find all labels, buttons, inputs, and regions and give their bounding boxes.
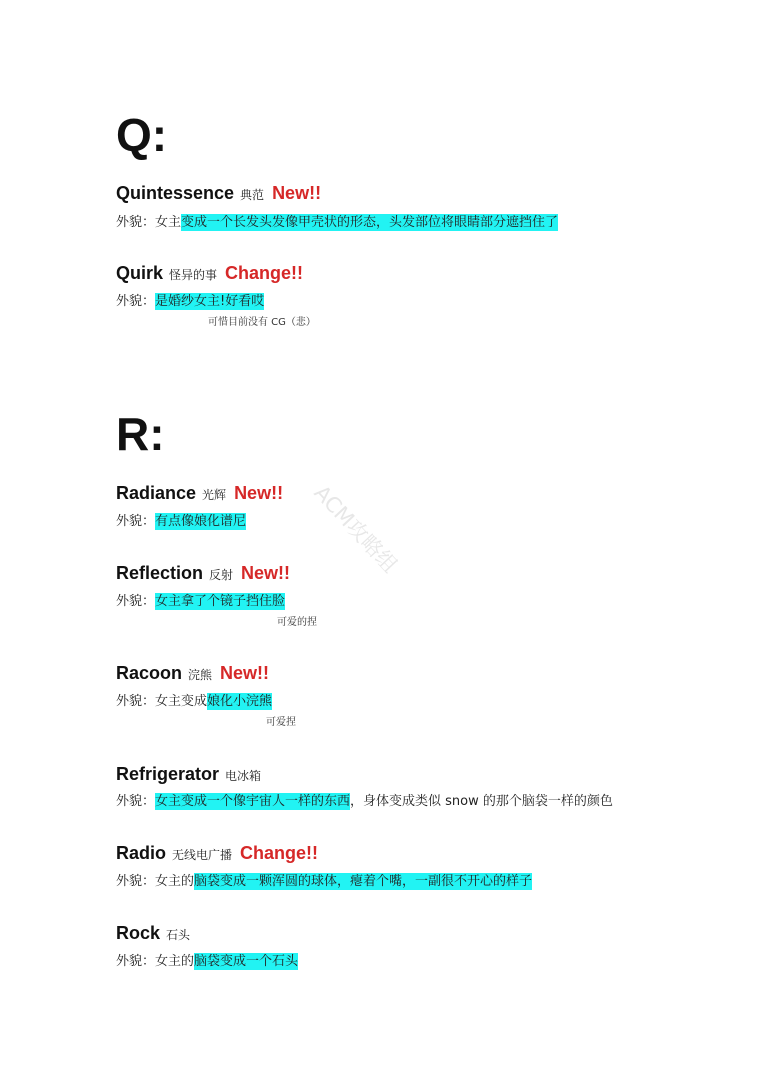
entry-tag-change: Change!! [240, 843, 319, 863]
entry-desc [116, 872, 532, 892]
entry-tag-new: New!! [220, 663, 270, 683]
desc-tail: ，身体变成类似 snow 的那个脑袋一样的颜色 [350, 794, 613, 809]
entry-cn-name: 无线电广播 [172, 848, 233, 862]
desc-plain: 女主的 [155, 954, 195, 969]
desc-label: 外貌： [116, 514, 156, 529]
entry-cn-name: 光辉 [202, 488, 227, 502]
entry-name: Quirk [116, 263, 164, 283]
entry-name: Quintessence [116, 183, 235, 203]
entry-desc [116, 792, 613, 812]
entry-title-radio [116, 842, 318, 866]
entry-tag-change: Change!! [225, 263, 304, 283]
entry-title-reflection [116, 562, 290, 586]
entry-title-quirk [116, 262, 303, 286]
desc-highlight: 是婚纱女主!好看哎 [155, 294, 265, 309]
entry-cn-name: 石头 [166, 928, 191, 942]
desc-label: 外貌： [116, 594, 156, 609]
desc-label: 外貌： [116, 954, 156, 969]
entry-desc [116, 952, 298, 972]
entry-name: Refrigerator [116, 764, 220, 784]
entry-cn-name: 电冰箱 [225, 769, 262, 783]
entry-title-radiance [116, 482, 283, 506]
section-letter-r: R: [116, 408, 165, 460]
entry-desc [116, 292, 264, 312]
section-letter-q: Q: [116, 109, 168, 161]
entry-desc [116, 512, 246, 532]
desc-label: 外貌： [116, 874, 156, 889]
watermark: ACM攻略组 [309, 480, 402, 578]
entry-name: Radio [116, 843, 167, 863]
desc-highlight: 变成一个长发头发像甲壳状的形态，头发部位将眼睛部分遮挡住了 [181, 215, 559, 230]
entry-name: Reflection [116, 563, 204, 583]
entry-note: 可爱的捏 [277, 617, 317, 628]
desc-highlight: 脑袋变成一个石头 [194, 954, 299, 969]
desc-highlight: 有点像娘化谱尼 [155, 514, 247, 529]
entry-note: 可爱捏 [266, 717, 296, 728]
entry-desc [116, 692, 272, 712]
entry-name: Rock [116, 923, 161, 943]
desc-label: 外貌： [116, 215, 156, 230]
entry-cn-name: 典范 [240, 188, 265, 202]
entry-name: Racoon [116, 663, 183, 683]
desc-plain: 女主的 [155, 874, 195, 889]
desc-highlight: 女主拿了个镜子挡住脸 [155, 594, 286, 609]
entry-tag-new: New!! [234, 483, 284, 503]
entry-desc [116, 592, 285, 612]
entry-title-racoon [116, 662, 269, 686]
entry-title-rock [116, 922, 190, 946]
entry-name: Radiance [116, 483, 197, 503]
desc-plain: 女主变成 [155, 694, 208, 709]
desc-label: 外貌： [116, 794, 156, 809]
entry-tag-new: New!! [241, 563, 291, 583]
entry-title-quintessence [116, 182, 321, 206]
desc-highlight: 女主变成一个像宇宙人一样的东西 [155, 794, 351, 809]
entry-tag-new: New!! [272, 183, 322, 203]
desc-highlight: 脑袋变成一颗浑圆的球体，瘪着个嘴，一副很不开心的样子 [194, 874, 533, 889]
desc-label: 外貌： [116, 294, 156, 309]
entry-cn-name: 浣熊 [188, 668, 213, 682]
desc-highlight: 娘化小浣熊 [207, 694, 273, 709]
entry-note: 可惜目前没有 CG（悲） [208, 317, 316, 328]
entry-desc [116, 213, 558, 233]
entry-cn-name: 怪异的事 [169, 268, 218, 282]
entry-title-refrigerator [116, 763, 261, 787]
desc-plain: 女主 [155, 215, 182, 230]
desc-label: 外貌： [116, 694, 156, 709]
entry-cn-name: 反射 [209, 568, 234, 582]
